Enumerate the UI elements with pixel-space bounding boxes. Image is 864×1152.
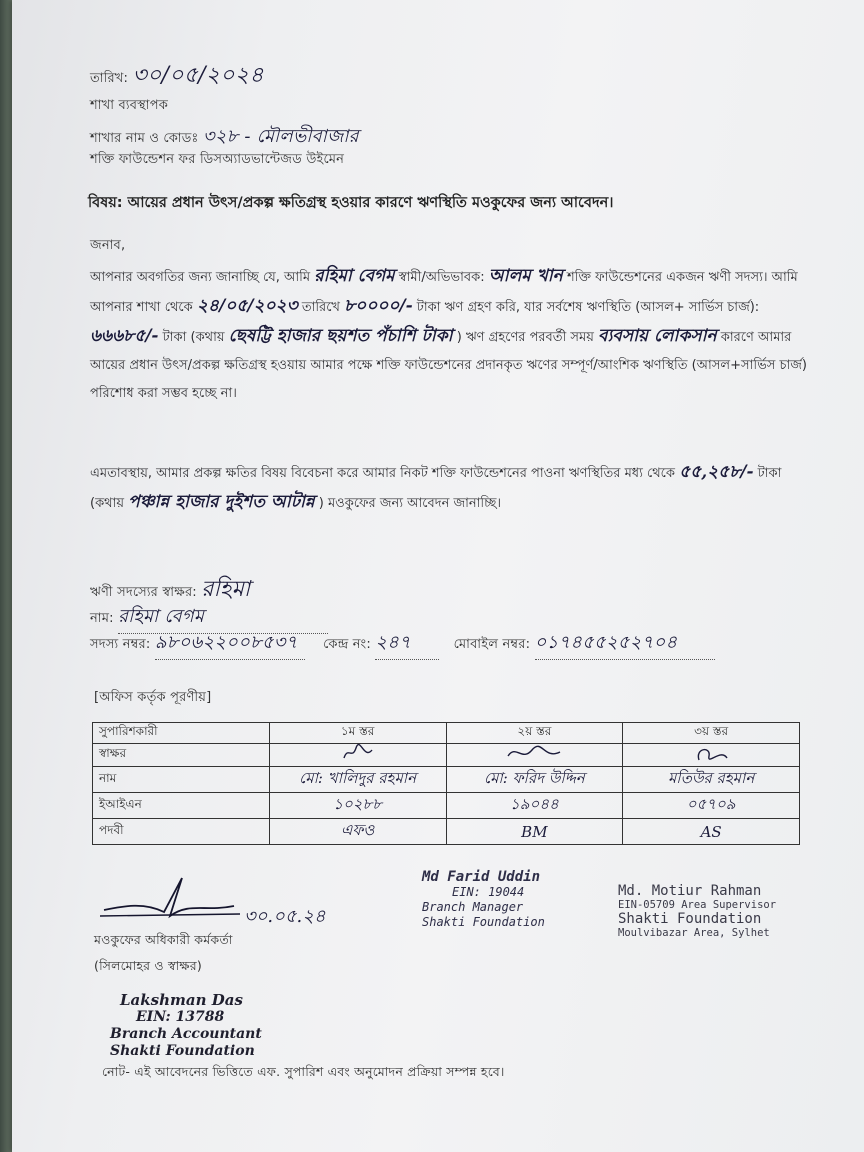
waive-words-hand: পঞ্চান্ন হাজার দুইশত আটান্ন: [128, 492, 315, 512]
body-paragraph-2: [90, 458, 810, 518]
table-row: [93, 767, 800, 793]
bm-org: Shakti Foundation: [422, 915, 545, 929]
body1-text-7: ) ঋণ গ্রহণের পরবর্তী সময়: [456, 330, 594, 345]
member-number-value: ৯৮০৬২২০০৮৫৩৭: [155, 628, 305, 660]
designation-level-3: AS: [623, 819, 800, 845]
table-row: [93, 793, 800, 819]
body1-text-1: আপনার অবগতির জন্য জানাচ্ছি যে, আমি: [90, 270, 311, 285]
body1-text-3: শক্তি ফাউন্ডেশনের একজন ঋণী সদস্য। আমি আপনার শাখা থেকে: [90, 270, 798, 315]
designation-level-2: BM: [446, 819, 623, 845]
area-supervisor-stamp: [618, 884, 776, 940]
table-row: [93, 819, 800, 845]
signature-level-3: [623, 744, 800, 767]
body2-text-1: এমতাবস্থায়, আমার প্রকল্প ক্ষতির বিষয় বিবেচনা করে আমার নিকট শক্তি ফাউন্ডেশনের পাওনা ঋণস্থিতির মধ্য থেকে: [90, 466, 675, 481]
member-name-value: রহিমা বেগম: [118, 602, 328, 634]
designation-level-1: এফও: [269, 819, 446, 845]
member-signature: রহিমা: [201, 577, 251, 602]
name-level-3: মতিউর রহমান: [623, 767, 800, 793]
body2-text-3: ) মওকুফের জন্য আবেদন জানাচ্ছি।: [318, 496, 502, 511]
signature-scribble-icon: [338, 744, 378, 762]
name-level-1: মো: খালিদুর রহমান: [269, 767, 446, 793]
body1-text-4: তারিখে: [301, 300, 340, 315]
salutation: জনাব,: [90, 238, 126, 253]
signature-level-2: [446, 744, 623, 767]
header-recommender: সুপারিশকারী: [93, 723, 270, 744]
branch-manager-stamp: [422, 870, 545, 930]
bm-ein: EIN: 19044: [452, 885, 525, 899]
ein-level-2: ১৯০৪৪: [446, 793, 623, 819]
organization-line: শক্তি ফাউন্ডেশন ফর ডিসঅ্যাডভান্টেজড উইমেন: [90, 152, 345, 167]
approver-note: (সিলমোহর ও স্বাক্ষর): [94, 958, 202, 973]
name-level-2: মো: ফরিদ উদ্দিন: [446, 767, 623, 793]
table-header-row: [93, 723, 800, 744]
recipient-line: শাখা ব্যবস্থাপক: [90, 98, 169, 113]
ein-level-3: ০৫৭০৯: [623, 793, 800, 819]
row-label-signature: স্বাক্ষর: [93, 744, 270, 767]
table-row: [93, 744, 800, 767]
bm-name: Md Farid Uddin: [422, 869, 541, 885]
member-id-line: [90, 628, 715, 660]
mobile-number-value: ০১৭৪৫৫২৫২৭০৪: [535, 628, 715, 660]
member-number-label: সদস্য নম্বর:: [90, 637, 151, 652]
approver-date: ৩০.০৫.২৪: [244, 906, 326, 927]
date-value: ৩০/০৫/২০২৪: [132, 63, 264, 88]
as-name: Md. Motiur Rahman: [618, 883, 762, 899]
loss-cause-hand: ব্যবসায় লোকসান: [598, 326, 717, 346]
branch-line: [90, 122, 359, 153]
application-page: [12, 0, 864, 1152]
ein-level-1: ১০২৮৮: [269, 793, 446, 819]
branch-value: ৩২৮ - মৌলভীবাজার: [202, 126, 359, 147]
as-area: Moulvibazar Area, Sylhet: [618, 927, 770, 939]
body1-text-5: টাকা ঋণ গ্রহণ করি, যার সর্বশেষ ঋণস্থিতি (আসল+ সার্ভিস চার্জ):: [416, 300, 760, 315]
accountant-ein: EIN: 13788: [136, 1009, 225, 1025]
accountant-name: Lakshman Das: [120, 991, 243, 1009]
row-label-name: নাম: [93, 767, 270, 793]
accountant-stamp: [110, 992, 262, 1060]
date-line: [90, 58, 264, 95]
body2-text-2: টাকা (কথায়: [90, 466, 782, 511]
center-number-value: ২৪৭: [375, 628, 439, 660]
office-use-caption: [অফিস কর্তৃক পূরণীয়]: [94, 690, 212, 705]
center-number-label: কেন্দ্র নং:: [323, 637, 371, 652]
row-label-ein: ইআইএন: [93, 793, 270, 819]
member-signature-label: ঋণী সদস্যের স্বাক্ষর:: [90, 585, 197, 600]
member-name-label: নাম:: [90, 611, 114, 626]
branch-label: শাখার নাম ও কোডঃ: [90, 131, 199, 146]
loan-amount-hand: ৮০০০০/-: [344, 296, 413, 316]
footer-note: নোট- এই আবেদনের ভিত্তিতে এফ. সুপারিশ এবং অনুমোদন প্রক্রিয়া সম্পন্ন হবে।: [102, 1064, 505, 1079]
header-level-1: ১ম স্তর: [269, 723, 446, 744]
accountant-org: Shakti Foundation: [110, 1043, 255, 1059]
row-label-designation: পদবী: [93, 819, 270, 845]
as-org: Shakti Foundation: [618, 911, 762, 927]
approver-signature-icon: [94, 872, 244, 922]
header-level-3: ৩য় স্তর: [623, 723, 800, 744]
signature-scribble-icon: [504, 744, 564, 762]
approver-title: মওকুফের অধিকারী কর্মকর্তা: [94, 932, 233, 947]
date-label: তারিখ:: [90, 71, 129, 86]
signature-level-1: [269, 744, 446, 767]
bm-title: Branch Manager: [422, 900, 524, 914]
accountant-title: Branch Accountant: [110, 1026, 262, 1042]
body1-text-2: স্বামী/অভিভাবক:: [398, 270, 485, 285]
balance-amount-hand: ৬৬৬৮৫/-: [90, 326, 159, 346]
body1-text-8: কারণে আমার আয়ের প্রধান উৎস/প্রকল্প ক্ষতিগ্রস্থ হওয়ায় আমার পক্ষে শক্তি ফাউন্ডেশনের প্রদানকৃত ঋণের সম্পূর্ণ/আংশিক ঋণস্থিতি (আসল+সার্ভিস চার্জ) পরিশোধ করা সম্ভব হচ্ছে না।: [90, 330, 807, 401]
member-name-hand: রহিমা বেগম: [314, 266, 395, 286]
header-level-2: ২য় স্তর: [446, 723, 623, 744]
as-ein: EIN-05709 Area Supervisor: [618, 899, 777, 911]
guardian-name-hand: আলম খান: [488, 266, 563, 286]
office-approval-table: [92, 722, 800, 845]
signature-scribble-icon: [691, 744, 731, 762]
waive-amount-hand: ৫৫,২৫৮/-: [679, 462, 754, 482]
body1-text-6: টাকা (কথায়: [162, 330, 225, 345]
mobile-number-label: মোবাইল নম্বর:: [453, 637, 531, 652]
subject-line: বিষয়: আয়ের প্রধান উৎস/প্রকল্প ক্ষতিগ্রস্থ হওয়ার কারণে ঋণস্থিতি মওকুফের জন্য আবেদন।: [88, 195, 614, 211]
balance-words-hand: ছেষট্টি হাজার ছয়শত পঁচাশি টাকা: [228, 326, 453, 346]
body-paragraph-1: [90, 262, 810, 408]
loan-date-hand: ২৪/০৫/২০২৩: [196, 296, 298, 316]
